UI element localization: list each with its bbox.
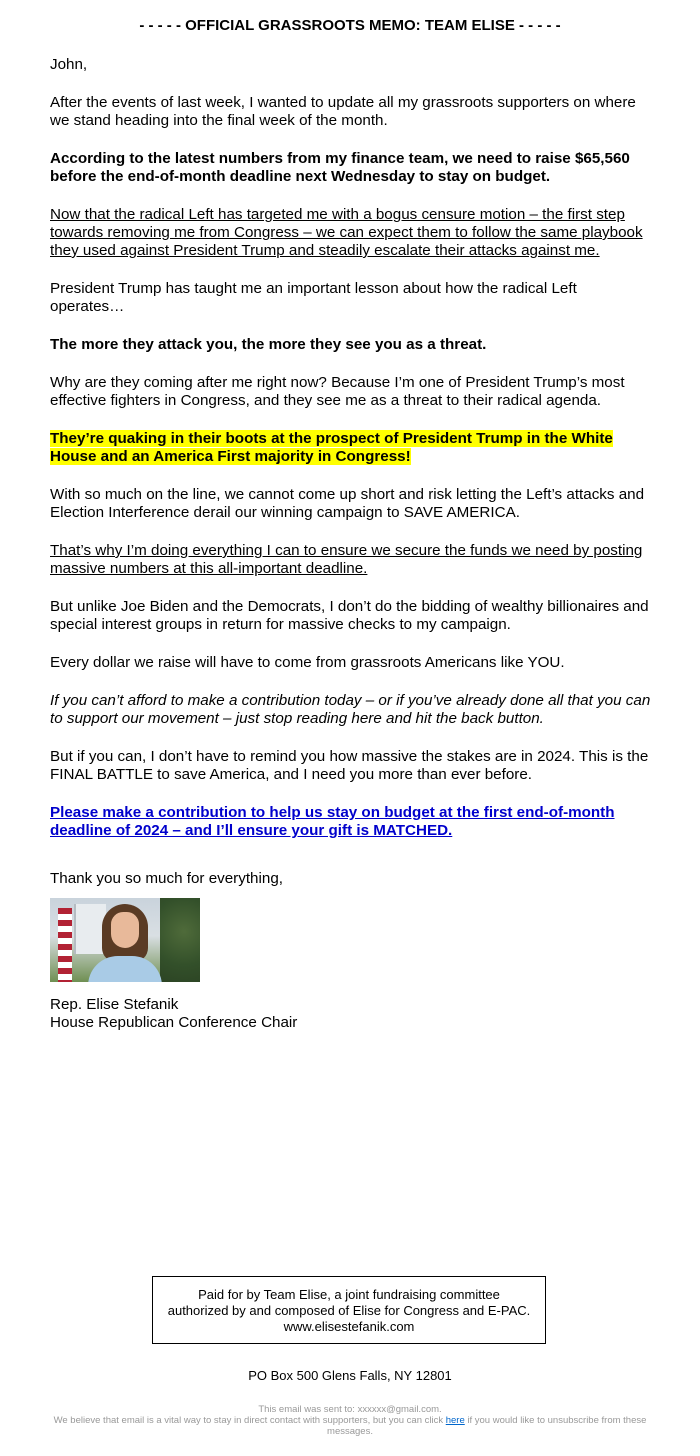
paragraph: The more they attack you, the more they see you as a threat. xyxy=(50,336,487,353)
unsubscribe-notice xyxy=(40,1415,660,1437)
paragraph: If you can’t afford to make a contribution today – or if you’ve already done all that you can to support our movement – just stop reading here and hit the back button. xyxy=(50,692,651,727)
paragraph: Why are they coming after me right now? Because I’m one of President Trump’s most effective fighters in Congress, and they see me as a threat to their radical agenda. xyxy=(50,374,625,409)
signature-name: Rep. Elise Stefanik xyxy=(50,996,179,1013)
portrait-photo xyxy=(50,898,200,982)
email-footer xyxy=(40,1404,660,1437)
email-body xyxy=(50,56,655,1032)
closing: Thank you so much for everything, xyxy=(50,870,283,887)
paragraph: President Trump has taught me an important lesson about how the radical Left operates… xyxy=(50,280,577,315)
salutation: John, xyxy=(50,56,88,73)
unsubscribe-link[interactable]: here xyxy=(445,1415,465,1426)
signature-title: House Republican Conference Chair xyxy=(50,1014,298,1031)
unsubscribe-text-after: if you would like to unsubscribe from these messages. xyxy=(327,1415,647,1437)
highlighted-paragraph: They’re quaking in their boots at the prospect of President Trump in the White House and an America First majority in Congress! xyxy=(50,430,613,465)
unsubscribe-text-before: We believe that email is a vital way to stay in direct contact with supporters, but you can click xyxy=(53,1415,446,1426)
face-shape xyxy=(111,912,139,948)
shirt-shape xyxy=(88,956,162,982)
mailing-address: PO Box 500 Glens Falls, NY 12801 xyxy=(248,1368,452,1383)
paragraph: That’s why I’m doing everything I can to ensure we secure the funds we need by posting massive numbers at this all-important deadline. xyxy=(50,542,643,577)
paragraph: But if you can, I don’t have to remind you how massive the stakes are in 2024. This is the FINAL BATTLE to save America, and I need you more than ever before. xyxy=(50,748,649,783)
paragraph: But unlike Joe Biden and the Democrats, I don’t do the bidding of wealthy billionaires and special interest groups in return for massive checks to my campaign. xyxy=(50,598,649,633)
sent-to-notice: This email was sent to: xxxxxx@gmail.com. xyxy=(258,1404,442,1415)
fundraising-goal-paragraph: According to the latest numbers from my finance team, we need to raise $65,560 before the end-of-month deadline next Wednesday to stay on budget. xyxy=(50,150,630,185)
paragraph: Now that the radical Left has targeted me with a bogus censure motion – the first step towards removing me from Congress – we can expect them to follow the same playbook they used against President Trump and steadily escalate their attacks against me. xyxy=(50,206,643,259)
bush-shape xyxy=(160,898,200,982)
paragraph: Every dollar we raise will have to come from grassroots Americans like YOU. xyxy=(50,654,565,671)
paragraph: After the events of last week, I wanted to update all my grassroots supporters on where we stand heading into the final week of the month. xyxy=(50,94,636,129)
memo-title: - - - - - OFFICIAL GRASSROOTS MEMO: TEAM ELISE - - - - - xyxy=(139,17,561,34)
contribution-link[interactable]: Please make a contribution to help us stay on budget at the first end-of-month deadline of 2024 – and I’ll ensure your gift is MATCHED. xyxy=(50,804,615,839)
paragraph: With so much on the line, we cannot come up short and risk letting the Left’s attacks and Election Interference derail our winning campaign to SAVE AMERICA. xyxy=(50,486,645,521)
flag-shape xyxy=(58,908,72,982)
paid-for-disclaimer: Paid for by Team Elise, a joint fundraising committee authorized by and composed of Elise for Congress and E-PAC. www.elisestefanik.com xyxy=(152,1276,546,1344)
